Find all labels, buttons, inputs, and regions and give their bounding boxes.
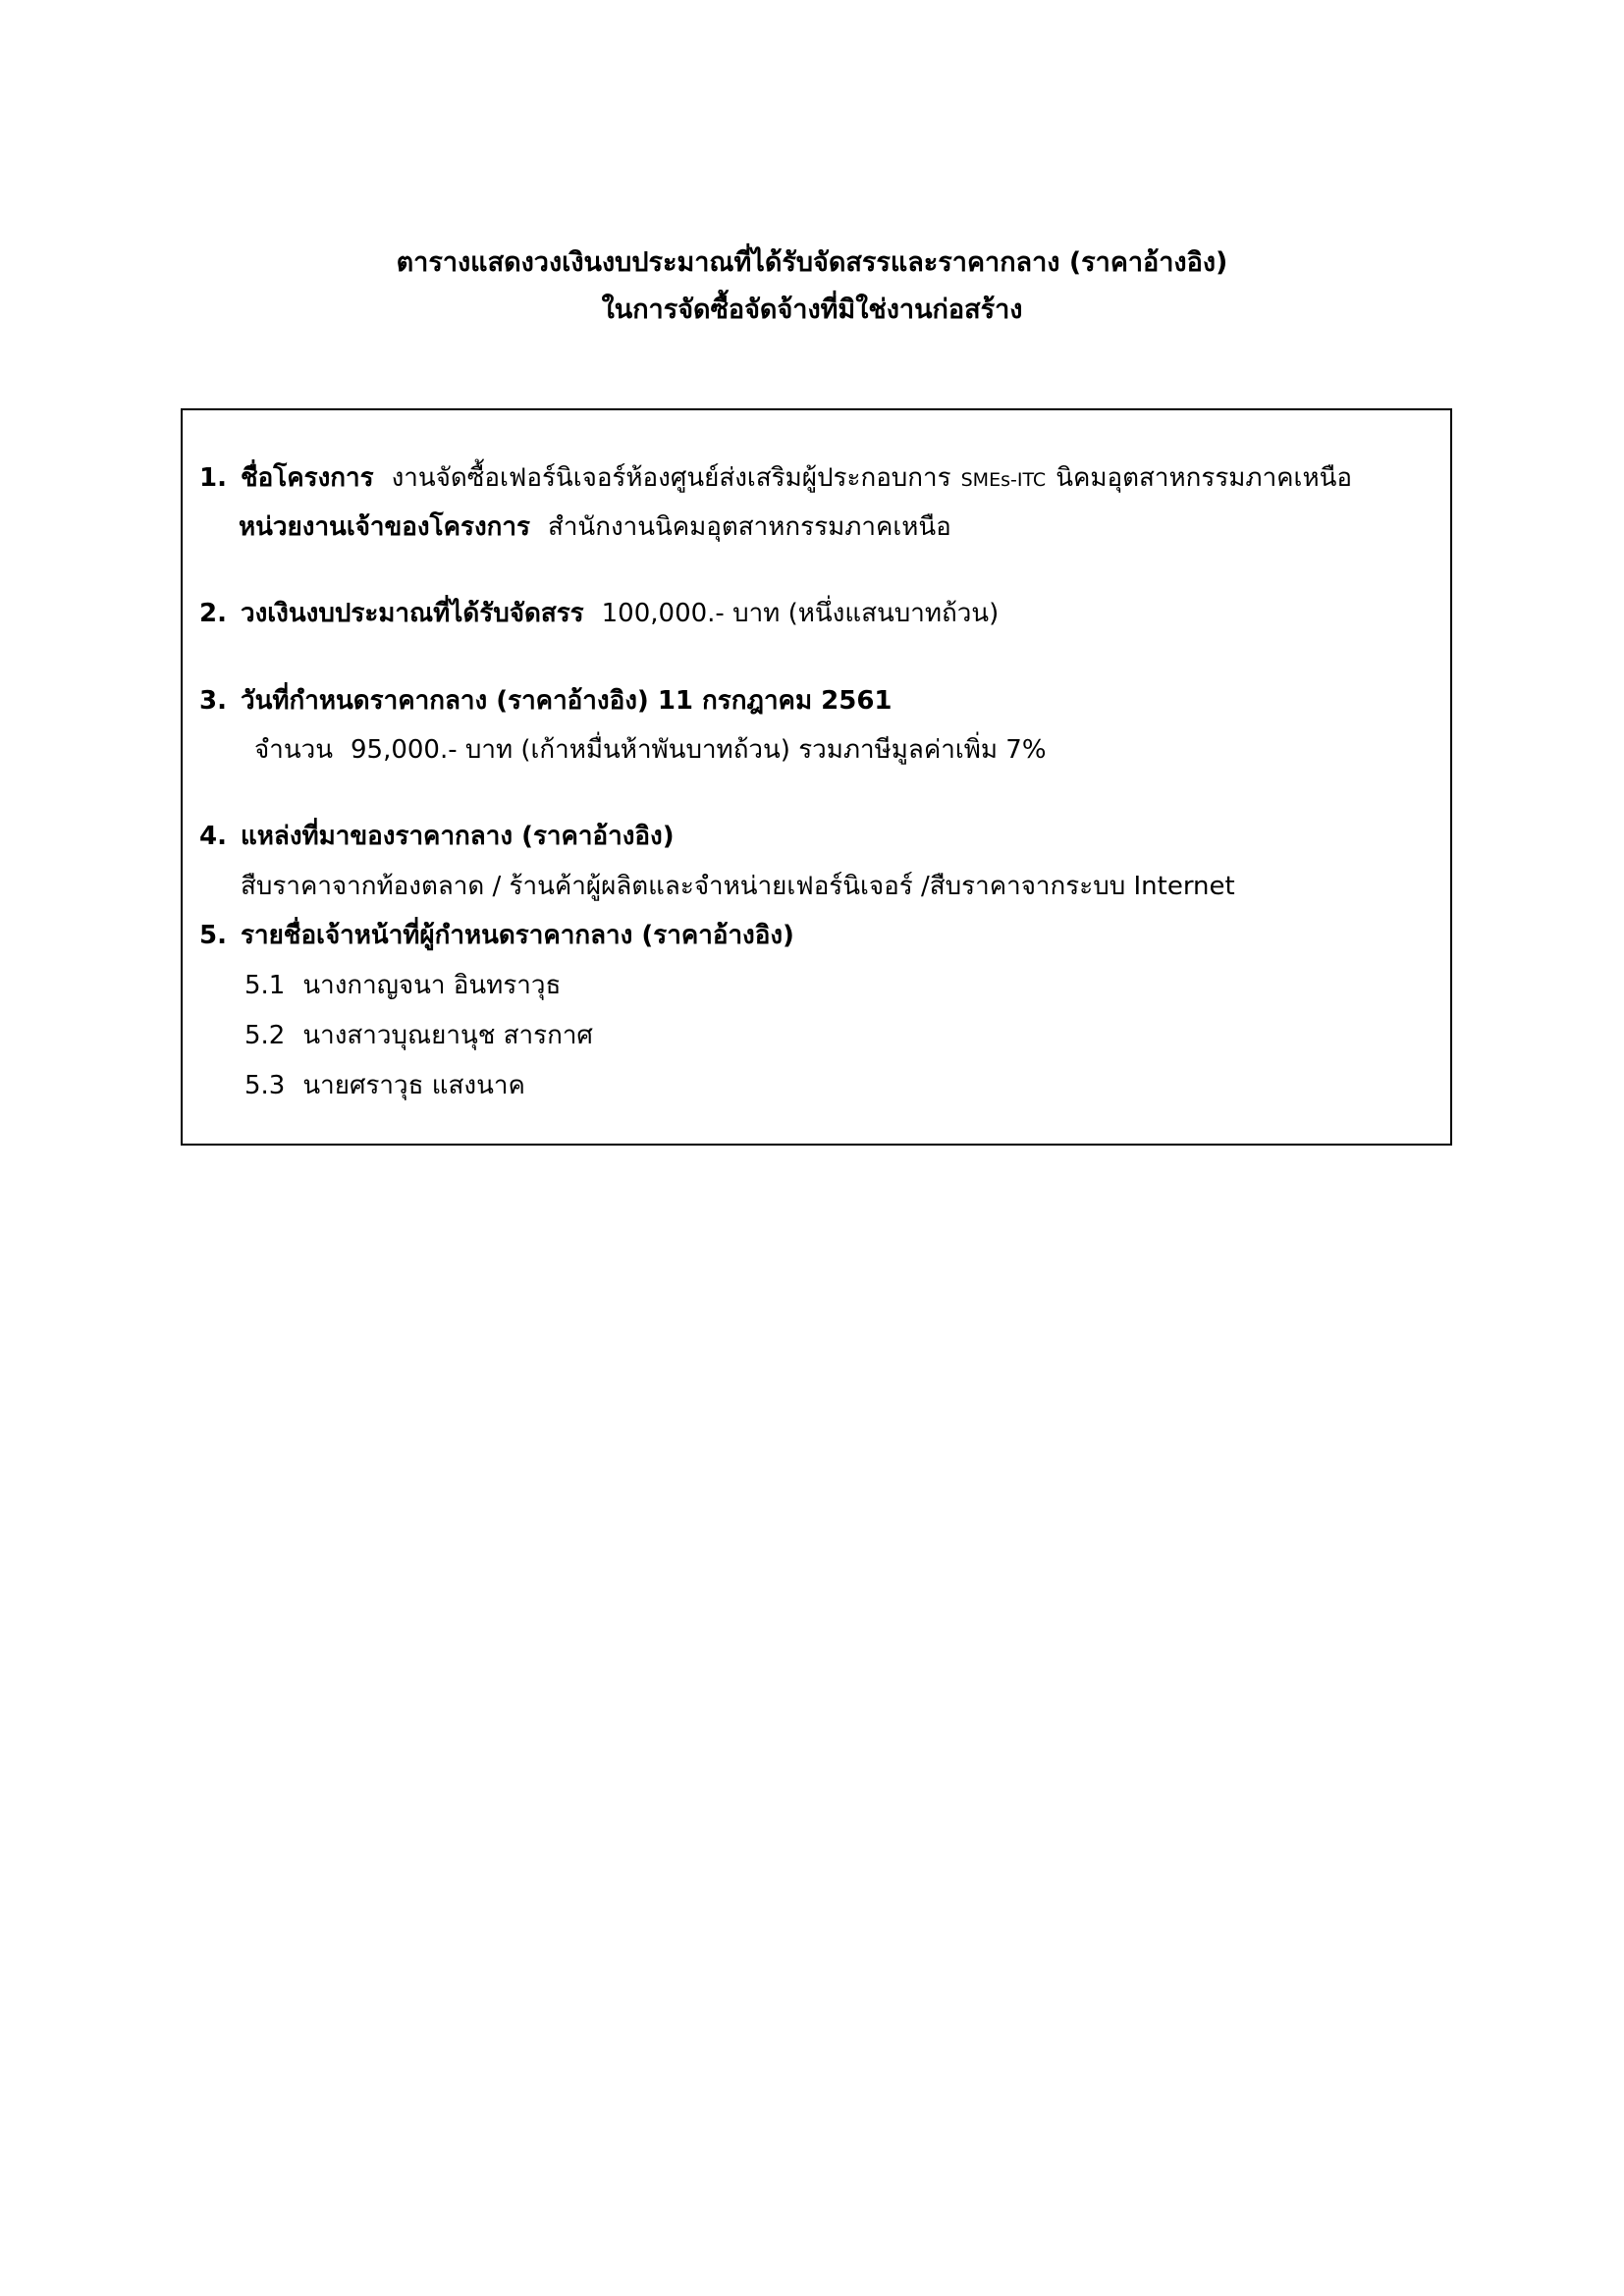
officer-item — [244, 966, 561, 1005]
item-1-label: ชื่อโครงการ — [241, 463, 374, 493]
item-5-number: 5. — [199, 921, 227, 950]
document-title-line-1: ตารางแสดงวงเงินงบประมาณที่ได้รับจัดสรรและราคากลาง (ราคาอ้างอิง) — [396, 247, 1228, 278]
officer-number: 5.3 — [244, 1071, 286, 1100]
item-5-label: รายชื่อเจ้าหน้าที่ผู้กำหนดราคากลาง (ราคาอ้างอิง) — [241, 921, 794, 950]
item-1-value-small: SMEs-ITC — [960, 469, 1047, 491]
officer-number: 5.2 — [244, 1021, 286, 1050]
document-title-line-2: ในการจัดซื้อจัดจ้างที่มิใช่งานก่อสร้าง — [601, 294, 1023, 325]
item-3-reference-date — [199, 681, 893, 721]
item-1-value-b: นิคมอุตสาหกรรมภาคเหนือ — [1056, 463, 1352, 493]
officer-item — [244, 1066, 525, 1105]
item-4-price-source — [199, 817, 675, 856]
item-1-agency-value: สำนักงานนิคมอุตสาหกรรมภาคเหนือ — [547, 512, 951, 542]
item-3-label: วันที่กำหนดราคากลาง (ราคาอ้างอิง) 11 กรกฎาคม 2561 — [241, 686, 893, 716]
item-1-agency — [239, 507, 951, 547]
item-2-budget — [199, 594, 999, 633]
item-2-number: 2. — [199, 599, 227, 628]
item-1-value-a: งานจัดซื้อเฟอร์นิเจอร์ห้องศูนย์ส่งเสริมผู้ประกอบการ — [391, 463, 951, 493]
item-4-number: 4. — [199, 822, 227, 851]
item-3-amount-label: จำนวน — [254, 735, 333, 765]
item-3-amount-value: 95,000.- บาท (เก้าหมื่นห้าพันบาทถ้วน) รวมภาษีมูลค่าเพิ่ม 7% — [350, 735, 1047, 765]
item-4-value: สืบราคาจากท้องตลาด / ร้านค้าผู้ผลิตและจำหน่ายเฟอร์นิเจอร์ /สืบราคาจากระบบ Internet — [241, 872, 1235, 901]
item-1-number: 1. — [199, 463, 227, 493]
item-1-agency-label: หน่วยงานเจ้าของโครงการ — [239, 512, 530, 542]
officer-number: 5.1 — [244, 971, 286, 1000]
officer-name: นางสาวบุณยานุช สารกาศ — [302, 1021, 593, 1050]
item-4-label: แหล่งที่มาของราคากลาง (ราคาอ้างอิง) — [241, 822, 675, 851]
item-2-label: วงเงินงบประมาณที่ได้รับจัดสรร — [241, 599, 584, 628]
item-1-project-name — [199, 458, 1352, 500]
item-2-value: 100,000.- บาท (หนึ่งแสนบาทถ้วน) — [601, 599, 1000, 628]
item-3-amount — [254, 730, 1047, 770]
officer-name: นายศราวุธ แสงนาค — [302, 1071, 525, 1100]
officer-name: นางกาญจนา อินทราวุธ — [302, 971, 562, 1000]
item-5-officers — [199, 916, 794, 955]
officer-item — [244, 1016, 593, 1055]
item-3-number: 3. — [199, 686, 227, 716]
